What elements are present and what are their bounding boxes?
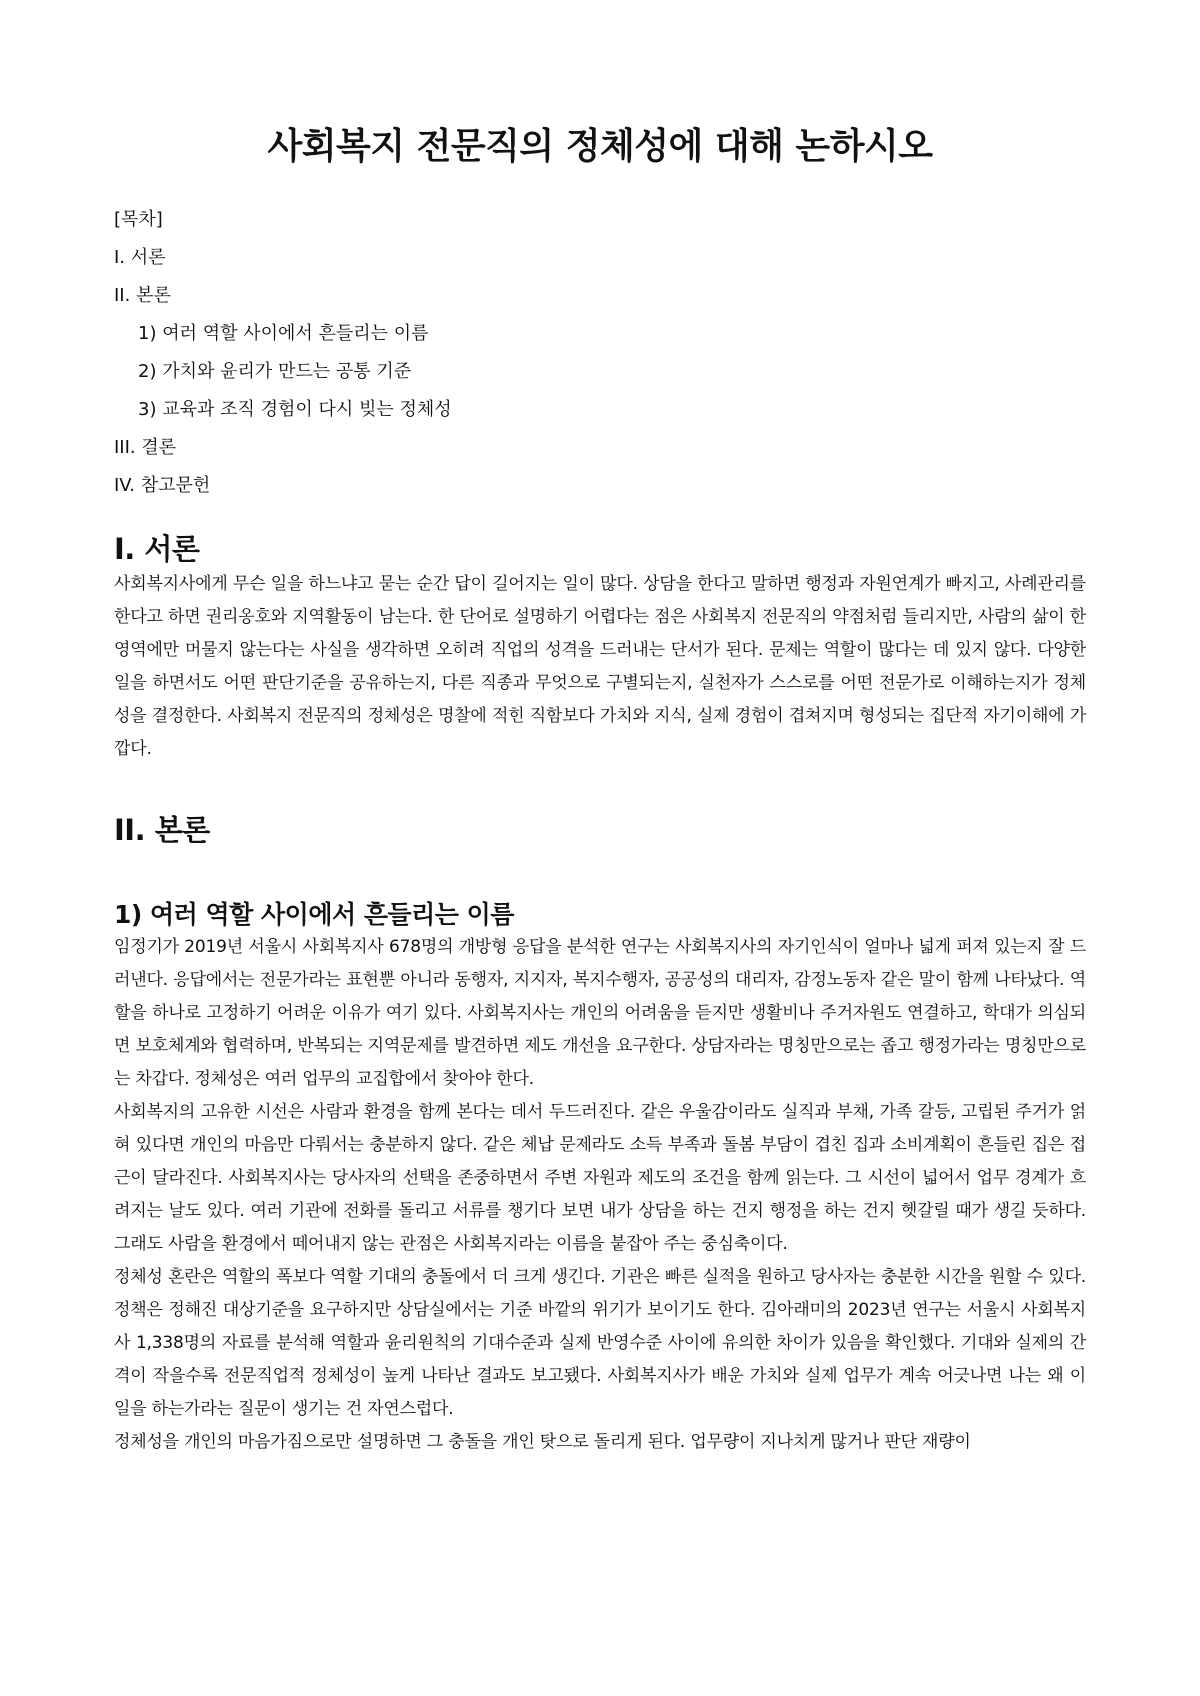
subsection-heading-1: 1) 여러 역할 사이에서 흔들리는 이름 <box>114 900 514 929</box>
toc-item-intro: I. 서론 <box>114 247 166 268</box>
toc-item-references: IV. 참고문헌 <box>114 475 211 496</box>
section-heading-body: II. 본론 <box>114 813 210 847</box>
section-body <box>114 808 1086 1459</box>
section-heading-intro: I. 서론 <box>114 532 200 566</box>
table-of-contents <box>114 209 1086 513</box>
toc-label: [목차] <box>114 209 163 230</box>
body-paragraph: 정체성 혼란은 역할의 폭보다 역할 기대의 충돌에서 더 크게 생긴다. 기관은 빠른 실적을 원하고 당사자는 충분한 시간을 원할 수 있다. 정책은 정해진 대상기준을 요구하지만 상담실에서는 기준 바깥의 위기가 보이기도 한다. 김아래미의 2023년 연구는 서울시 사회복지사 1,338명의 자료를 분석해 역할과 윤리원칙의 기대수준과 실제 반영수준 사이에 유의한 차이가 있음을 확인했다. 기대와 실제의 간격이 작을수록 전문직업적 정체성이 높게 나타난 결과도 보고됐다. 사회복지사가 배운 가치와 실제 업무가 계속 어긋나면 나는 왜 이 일을 하는가라는 질문이 생기는 건 자연스럽다. <box>114 1267 1086 1419</box>
toc-item-body-1: 1) 여러 역할 사이에서 흔들리는 이름 <box>138 323 429 344</box>
body-paragraph: 임정기가 2019년 서울시 사회복지사 678명의 개방형 응답을 분석한 연구는 사회복지사의 자기인식이 얼마나 넓게 퍼져 있는지 잘 드러낸다. 응답에서는 전문가라는 표현뿐 아니라 동행자, 지지자, 복지수행자, 공공성의 대리자, 감정노동자 같은 말이 함께 나타났다. 역할을 하나로 고정하기 어려운 이유가 여기 있다. 사회복지사는 개인의 어려움을 듣지만 생활비나 주거자원도 연결하고, 학대가 의심되면 보호체계와 협력하며, 반복되는 지역문제를 발견하면 제도 개선을 요구한다. 상담자라는 명칭만으로는 좁고 행정가라는 명칭만으로는 차갑다. 정체성은 여러 업무의 교집합에서 찾아야 한다. <box>114 937 1086 1089</box>
subsection-1 <box>114 895 1086 1459</box>
intro-paragraph: 사회복지사에게 무슨 일을 하느냐고 묻는 순간 답이 길어지는 일이 많다. 상담을 한다고 말하면 행정과 자원연계가 빠지고, 사례관리를 한다고 하면 권리옹호와 지역활동이 남는다. 한 단어로 설명하기 어렵다는 점은 사회복지 전문직의 약점처럼 들리지만, 사람의 삶이 한 영역에만 머물지 않는다는 사실을 생각하면 오히려 직업의 성격을 드러내는 단서가 된다. 문제는 역할이 많다는 데 있지 않다. 다양한 일을 하면서도 어떤 판단기준을 공유하는지, 다른 직종과 무엇으로 구별되는지, 실천자가 스스로를 어떤 전문가로 이해하는지가 정체성을 결정한다. 사회복지 전문직의 정체성은 명찰에 적힌 직함보다 가치와 지식, 실제 경험이 겹쳐지며 형성되는 집단적 자기이해에 가깝다. <box>114 574 1086 759</box>
toc-item-conclusion: III. 결론 <box>114 437 177 458</box>
toc-item-body: II. 본론 <box>114 285 171 306</box>
document-title: 사회복지 전문직의 정체성에 대해 논하시오 <box>267 126 933 167</box>
body-paragraph: 사회복지의 고유한 시선은 사람과 환경을 함께 본다는 데서 두드러진다. 같은 우울감이라도 실직과 부채, 가족 갈등, 고립된 주거가 얽혀 있다면 개인의 마음만 다뤄서는 충분하지 않다. 같은 체납 문제라도 소득 부족과 돌봄 부담이 겹친 집과 소비계획이 흔들린 집은 접근이 달라진다. 사회복지사는 당사자의 선택을 존중하면서 주변 자원과 제도의 조건을 함께 읽는다. 그 시선이 넓어서 업무 경계가 흐려지는 날도 있다. 여러 기관에 전화를 돌리고 서류를 챙기다 보면 내가 상담을 하는 건지 행정을 하는 건지 헷갈릴 때가 생길 듯하다. 그래도 사람을 환경에서 떼어내지 않는 관점은 사회복지라는 이름을 붙잡아 주는 중심축이다. <box>114 1102 1086 1254</box>
toc-item-body-2: 2) 가치와 윤리가 만드는 공통 기준 <box>138 361 412 382</box>
toc-item-body-3: 3) 교육과 조직 경험이 다시 빚는 정체성 <box>138 399 452 420</box>
section-intro <box>114 527 1086 766</box>
body-paragraph: 정체성을 개인의 마음가짐으로만 설명하면 그 충돌을 개인 탓으로 돌리게 된다. 업무량이 지나치게 많거나 판단 재량이 <box>114 1432 971 1452</box>
